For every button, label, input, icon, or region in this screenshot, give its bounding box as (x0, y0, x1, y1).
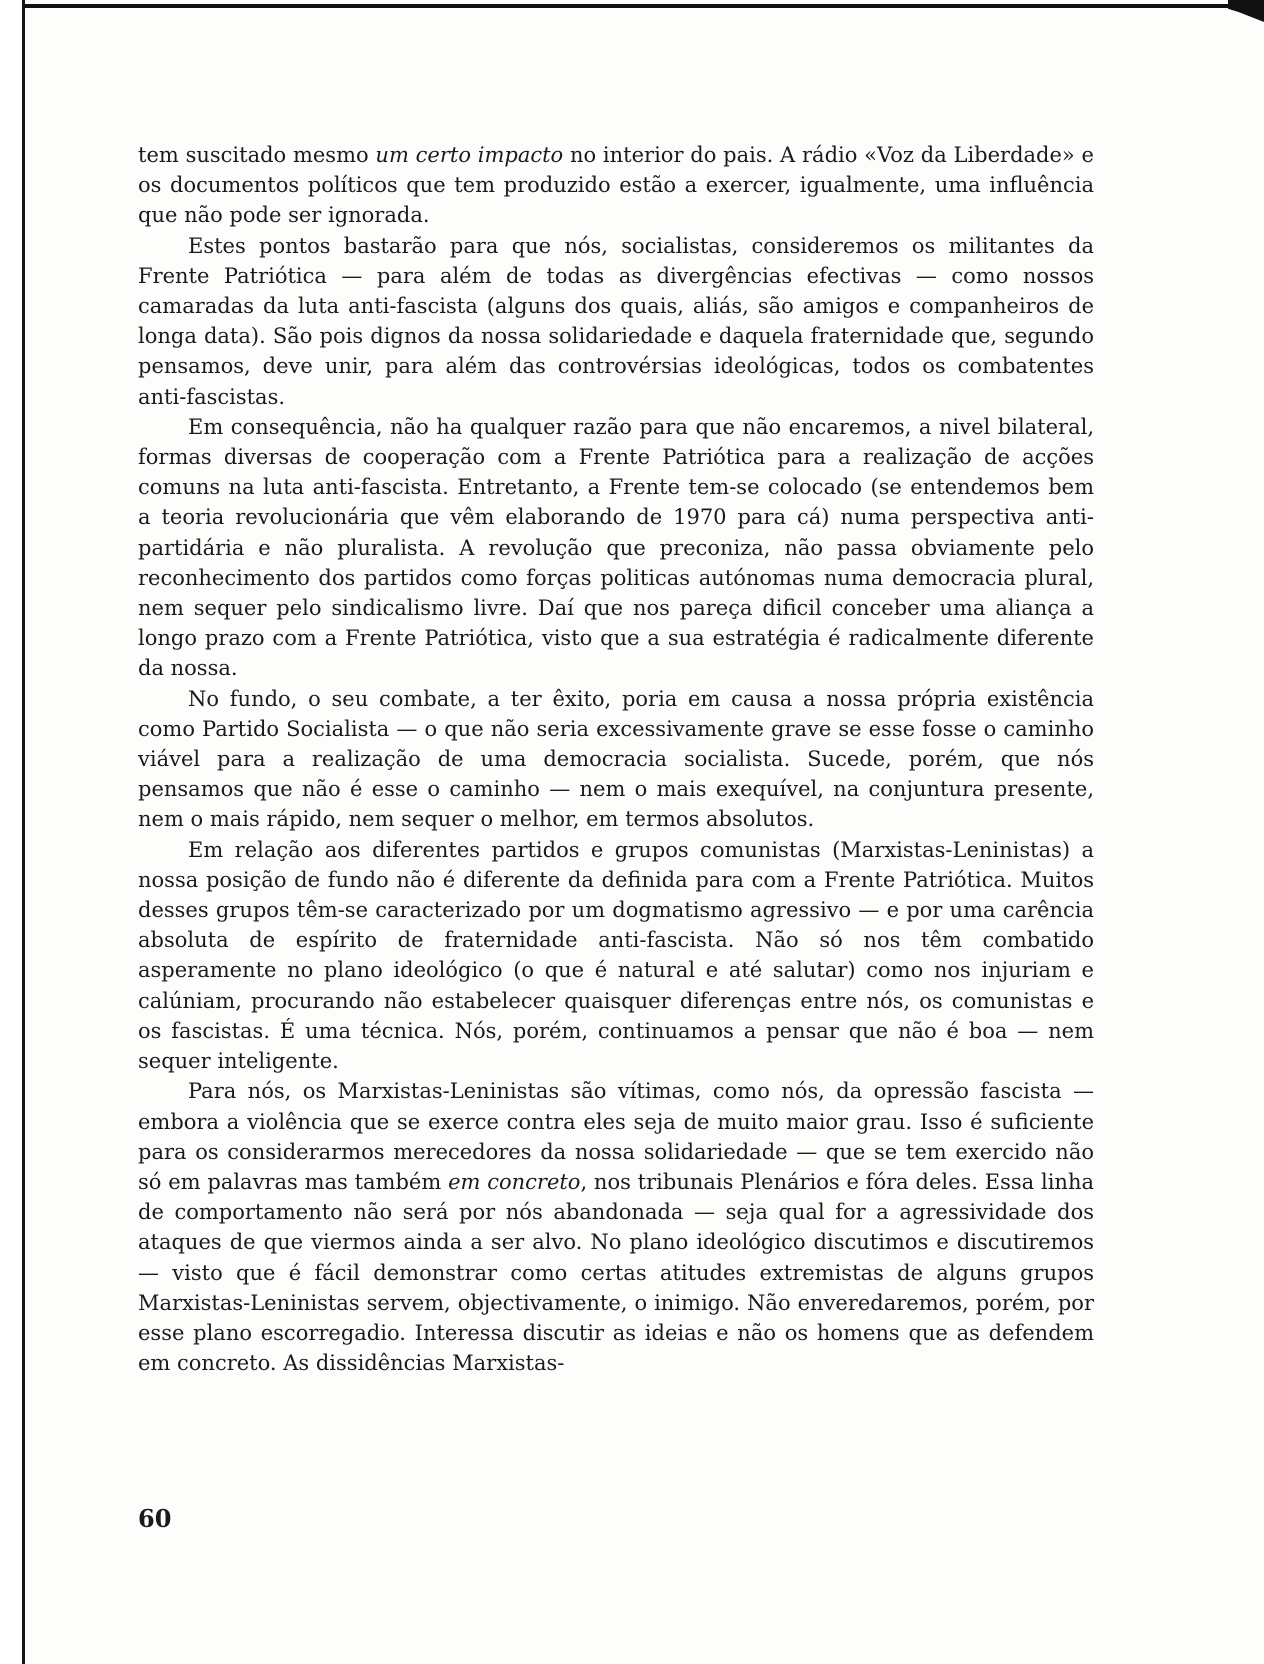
scan-corner-mark (1228, 0, 1264, 22)
text-segment: Em relação aos diferentes partidos e grupos comunistas (Marxistas-Leninistas) a nossa posição de fundo não é diferente da definida para com a Frente Patriótica. Muitos desses grupos têm-se caracterizado por um dogmatismo agressivo — e por uma carência absoluta de espírito de fraternidade anti-fascista. Não só nos têm combatido asperamente no plano ideológico (o que é natural e até salutar) como nos injuriam e calúniam, procurando não estabelecer quaisquer diferenças entre nós, os comunistas e os fascistas. É uma técnica. Nós, porém, continuamos a pensar que não é boa — nem sequer inteligente. (138, 837, 1094, 1074)
emphasis-text: um certo impacto (375, 143, 564, 167)
text-segment: Estes pontos bastarão para que nós, socialistas, consideremos os militantes da Frente Patriótica — para além de todas as divergências efectivas — como nossos camaradas da luta anti-fascista (alguns dos quais, aliás, são amigos e companheiros de longa data). São pois dignos da nossa solidariedade e daquela fraternidade que, segundo pensamos, deve unir, para além das controvérsias ideológicas, todos os combatentes anti-fascistas. (138, 233, 1094, 409)
text-segment: no interior do pais. A rádio «Voz da Liberdade» e os documentos políticos que tem produzido estão a exercer, igualmente, uma influência que não pode ser ignorada. (138, 143, 1094, 228)
paragraph-2 (138, 231, 1094, 412)
paragraph-1 (138, 140, 1094, 231)
emphasis-text: em concreto (448, 1169, 581, 1194)
text-segment: Para nós, os Marxistas-Leninistas são vítimas, como nós, da opressão fascista — embora a violência que se exerce contra eles seja de muito maior grau. Isso é suficiente para os considerarmos merecedores da nossa solidariedade — que se tem exercido não só em palavras mas também (138, 1079, 1094, 1194)
paragraph-4 (138, 684, 1094, 835)
scan-top-border (10, 4, 1230, 8)
page-number: 60 (138, 1504, 172, 1533)
text-segment: , nos tribunais Plenários e fóra deles. Essa linha de comportamento não será por nós abandonada — seja qual for a agressividade dos ataques de que viermos ainda a ser alvo. No plano ideológico discutimos e discutiremos — visto que é fácil demonstrar como certas atitudes extremistas de alguns grupos Marxistas-Leninistas servem, objectivamente, o inimigo. Não enveredaremos, porém, por esse plano escorregadio. Interessa discutir as ideias e não os homens que as defendem em concreto. As dissidências Marxistas- (138, 1169, 1094, 1376)
text-segment: No fundo, o seu combate, a ter êxito, poria em causa a nossa própria existência como Partido Socialista — o que não seria excessivamente grave se esse fosse o caminho viável para a realização de uma democracia socialista. Sucede, porém, que nós pensamos que não é esse o caminho — nem o mais exequível, na conjuntura presente, nem o mais rápido, nem sequer o melhor, em termos absolutos. (138, 686, 1094, 832)
body-text (138, 140, 1094, 1378)
paragraph-3 (138, 412, 1094, 684)
paragraph-5 (138, 835, 1094, 1077)
paragraph-6 (138, 1076, 1094, 1378)
scan-left-border (0, 0, 25, 1664)
text-segment: Em consequência, não ha qualquer razão para que não encaremos, a nivel bilateral, formas diversas de cooperação com a Frente Patriótica para a realização de acções comuns na luta anti-fascista. Entretanto, a Frente tem-se colocado (se entendemos bem a teoria revolucionária que vêm elaborando de 1970 para cá) numa perspectiva anti-partidária e não pluralista. A revolução que preconiza, não passa obviamente pelo reconhecimento dos partidos como forças politicas autónomas numa democracia plural, nem sequer pelo sindicalismo livre. Daí que nos pareça dificil conceber uma aliança a longo prazo com a Frente Patriótica, visto que a sua estratégia é radicalmente diferente da nossa. (138, 414, 1094, 681)
text-segment: tem suscitado mesmo (138, 143, 376, 167)
